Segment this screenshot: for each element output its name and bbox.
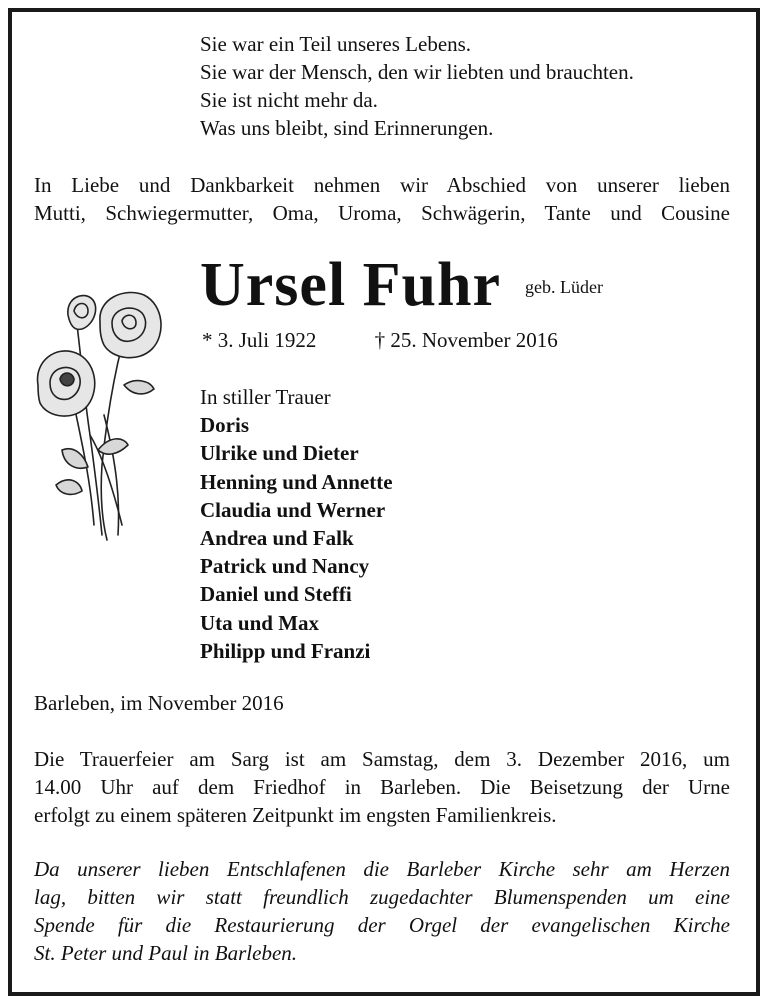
- request-line: Spende für die Restaurierung der Orgel der evangelischen Kirche: [34, 913, 730, 937]
- poem-line: Sie ist nicht mehr da.: [200, 88, 378, 112]
- life-dates: [202, 326, 558, 354]
- mourner-name: Uta und Max: [200, 610, 320, 635]
- poem: [200, 30, 634, 142]
- deceased-name: Ursel Fuhr: [200, 251, 502, 319]
- poem-line: Sie war der Mensch, den wir liebten und brauchten.: [200, 60, 634, 84]
- maiden-name: geb. Lüder: [525, 277, 603, 297]
- ceremony-line: erfolgt zu einem späteren Zeitpunkt im engsten Familienkreis.: [34, 803, 557, 827]
- birth-date: * 3. Juli 1922: [202, 328, 317, 352]
- ceremony-notice: [34, 745, 730, 829]
- death-date: † 25. November 2016: [374, 328, 558, 352]
- poem-line: Was uns bleibt, sind Erinnerungen.: [200, 116, 494, 140]
- place-and-date: Barleben, im November 2016: [34, 691, 284, 715]
- mourners-lead: In stiller Trauer: [200, 385, 331, 409]
- ceremony-line: 14.00 Uhr auf dem Friedhof in Barleben. Die Beisetzung der Urne: [34, 775, 730, 799]
- request-line: St. Peter und Paul in Barleben.: [34, 941, 298, 965]
- mourner-name: Ulrike und Dieter: [200, 441, 359, 466]
- mourner-name: Henning und Annette: [200, 469, 393, 494]
- mourner-name: Doris: [200, 413, 249, 438]
- mourner-name: Andrea und Falk: [200, 526, 354, 551]
- ceremony-line: Die Trauerfeier am Sarg ist am Samstag, dem 3. Dezember 2016, um: [34, 747, 730, 771]
- intro-text: [34, 171, 730, 227]
- mourners-list: [200, 383, 393, 665]
- roses-illustration: [32, 285, 162, 555]
- request-line: Da unserer lieben Entschlafenen die Barleber Kirche sehr am Herzen: [34, 857, 730, 881]
- deceased-heading: [200, 245, 603, 325]
- request-line: lag, bitten wir statt freundlich zugedachter Blumenspenden um eine: [34, 885, 730, 909]
- poem-line: Sie war ein Teil unseres Lebens.: [200, 32, 472, 56]
- mourner-name: Patrick und Nancy: [200, 554, 370, 579]
- intro-line: In Liebe und Dankbarkeit nehmen wir Abschied von unserer lieben: [34, 173, 730, 197]
- donation-request: [34, 855, 730, 967]
- mourner-name: Claudia und Werner: [200, 497, 386, 522]
- mourner-name: Philipp und Franzi: [200, 638, 371, 663]
- mourner-name: Daniel und Steffi: [200, 582, 352, 607]
- intro-line: Mutti, Schwiegermutter, Oma, Uroma, Schwägerin, Tante und Cousine: [34, 201, 730, 225]
